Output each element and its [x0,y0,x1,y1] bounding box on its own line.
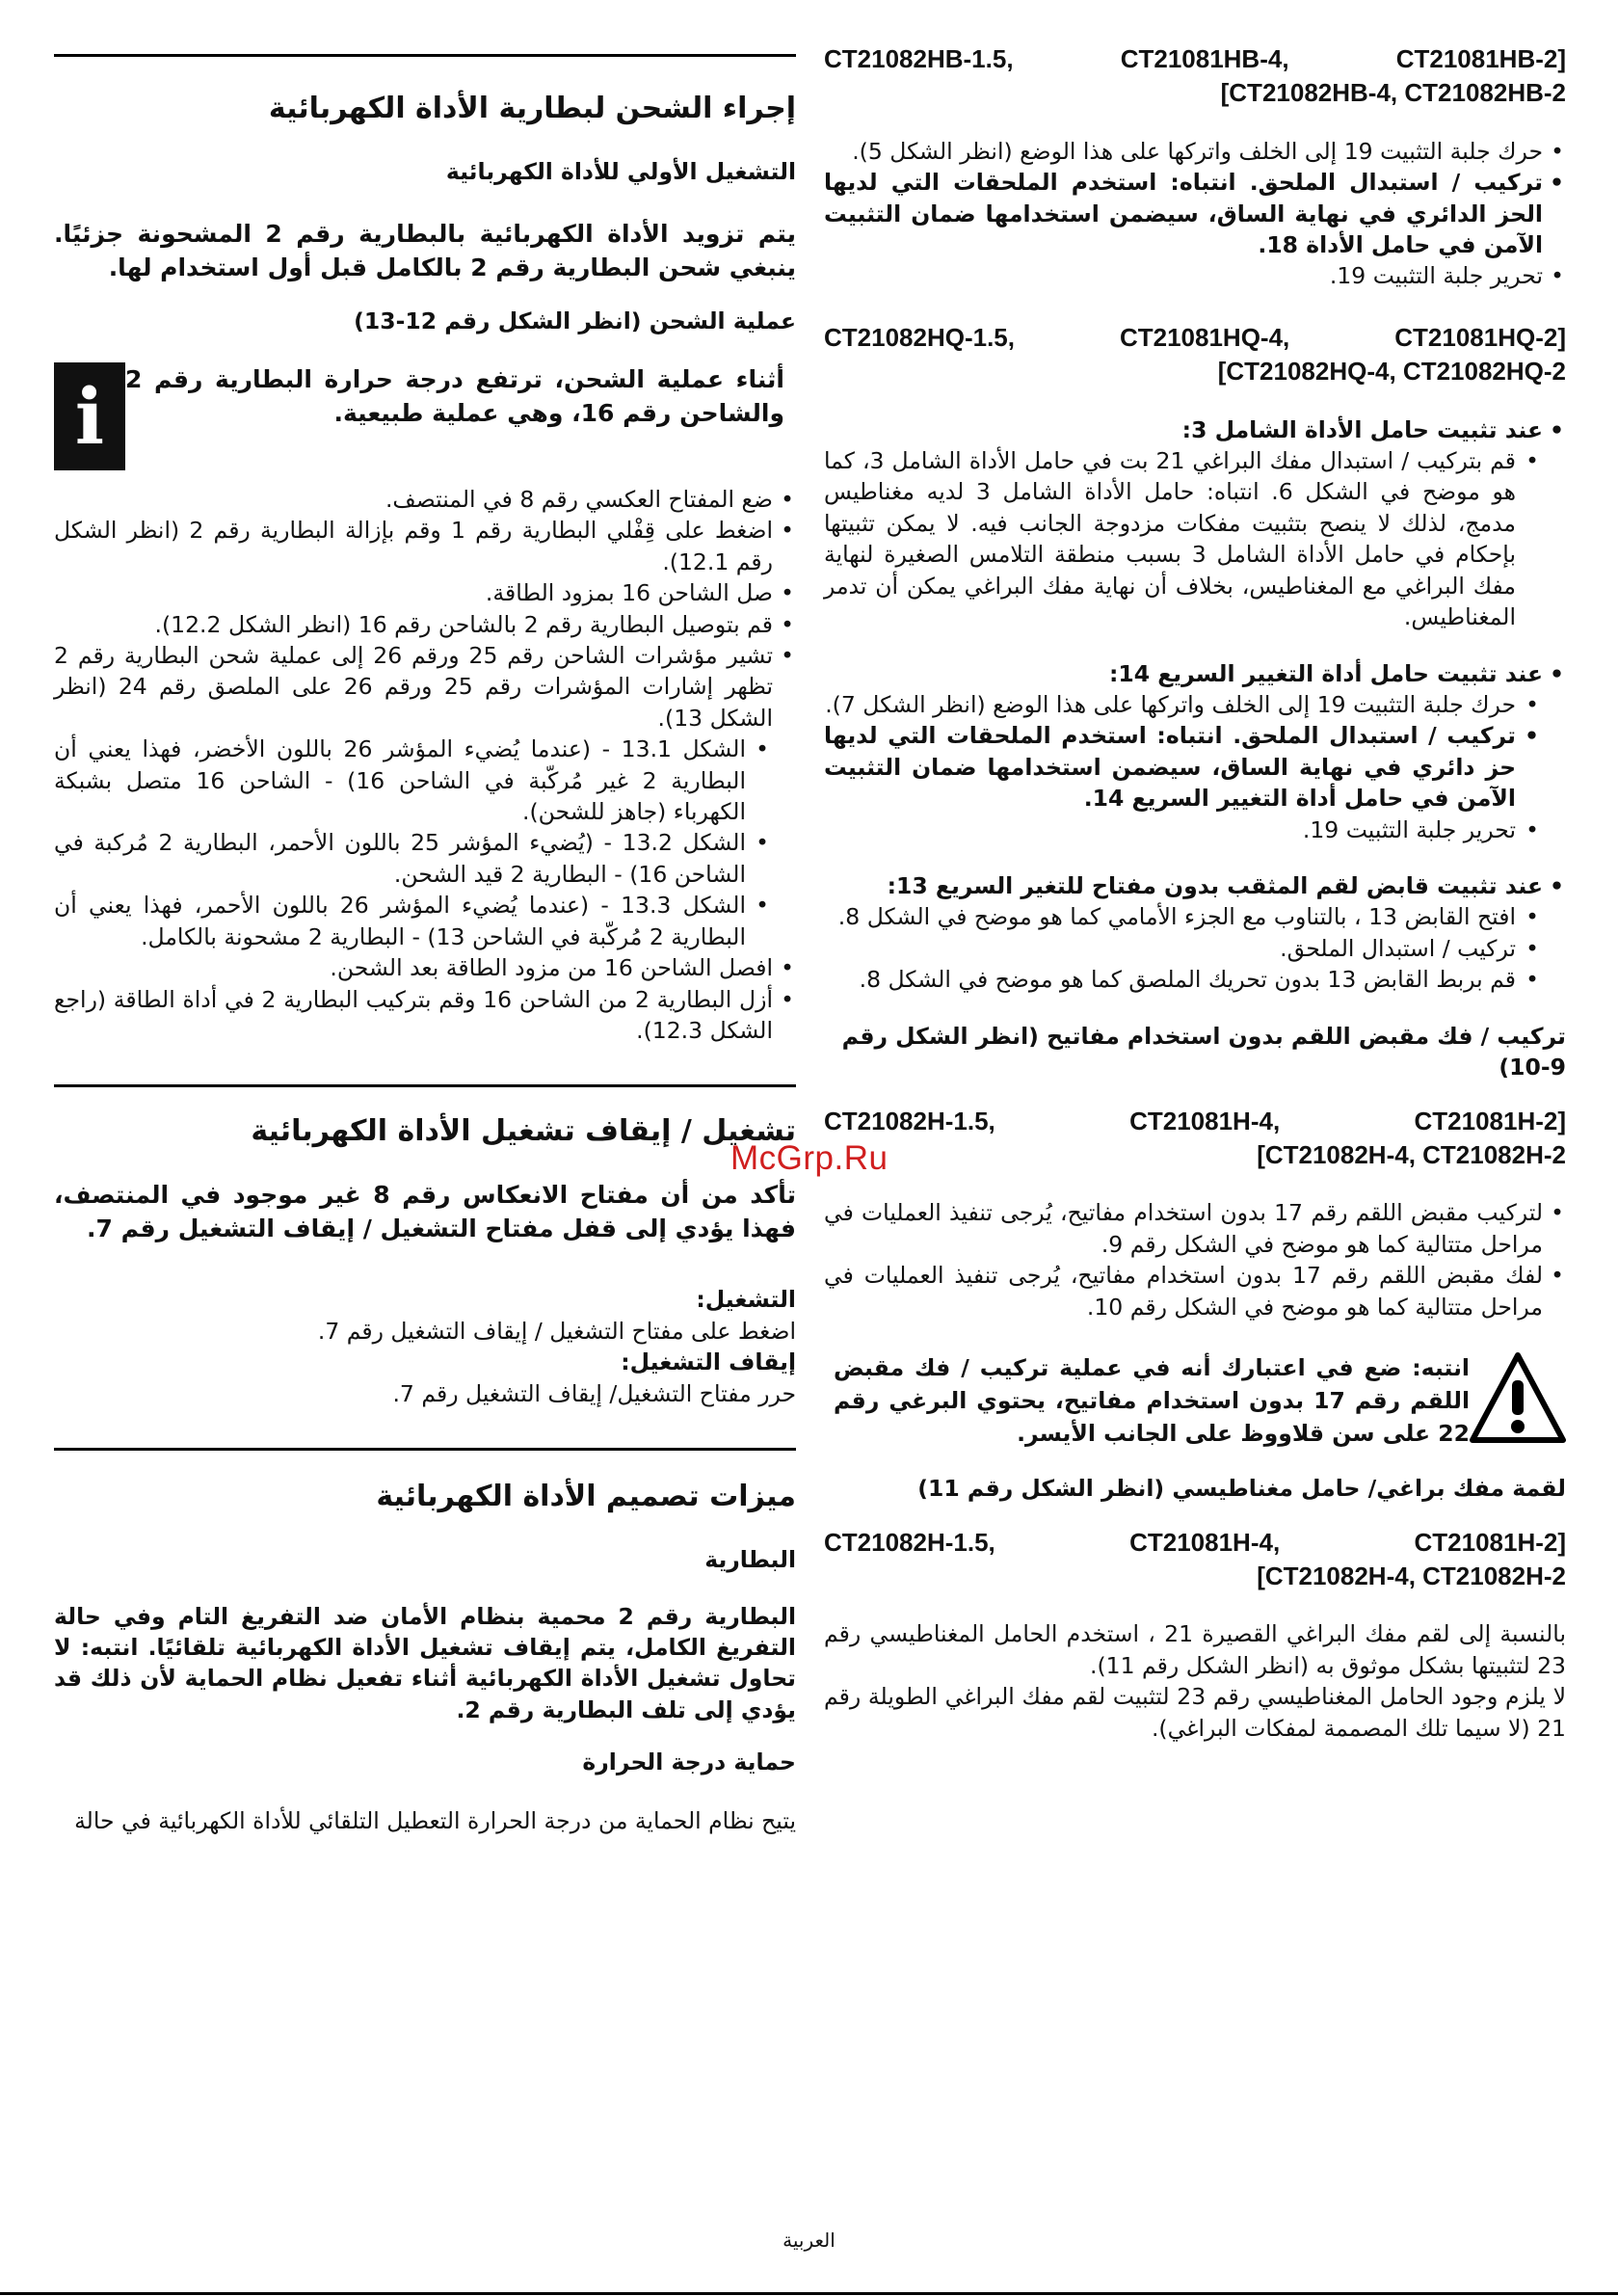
warning-text: انتبه: ضع في اعتبارك أنه في عملية تركيب / فك مقبض اللقم رقم 17 بدون استخدام مفاتيح، يحتوي البرغي رقم 22 على سن قلاووظ على الجانب الأيسر. [834,1353,1471,1448]
s4-model-line1: CT21082H-1.5, CT21081H-4, CT21081H-2] [824,1527,1566,1557]
info-text: أثناء عملية الشحن، ترتفع درجة حرارة البطارية رقم 2 والشاحن رقم 16، وهي عملية طبيعية. [125,364,784,428]
subtitle-initial-operation: التشغيل الأولي للأداة الكهربائية [445,158,796,185]
s3-model-line2: [CT21082H-4, CT21082H-2 [1257,1139,1566,1169]
info-icon: i [54,362,125,470]
footer-divider [0,2292,1618,2295]
para-initial-charge: يتم تزويد الأداة الكهربائية بالبطارية رقم 2 المشحونة جزئيًا. ينبغي شحن البطارية رقم 2 بالكامل قبل أول استخدام لها. [54,220,797,281]
s2-bullet-4: • افتح القابض 13 ، بالتناوب مع الجزء الأمامي كما هو موضح في الشكل 8. [824,901,1566,932]
title-design-features: ميزات تصميم الأداة الكهربائية [376,1480,796,1514]
para-battery-protection: البطارية رقم 2 محمية بنظام الأمان ضد التفريغ التام وفي حالة التفريغ الكامل، يتم إيقاف تشغيل الأداة الكهربائية تلقائيًا. انتبه: لا تحاول تشغيل الأداة الكهربائية أثناء تفعيل نظام الحماية لأن ذلك قد يؤدي إلى تلف البطارية رقم 2. [54,1602,796,1723]
s1-model-line2: [CT21082HB-4, CT21082HB-2 [1220,78,1566,108]
footer-language: العربية [782,2229,836,2252]
charge-bullet-5: • تشير مؤشرات الشاحن رقم 25 ورقم 26 إلى عملية شحن البطارية رقم 2 تظهر إشارات المؤشرات رقم 25 ورقم 26 على الملصق رقم 24 (انظر الشكل 13). [54,640,796,734]
s4-para-1: بالنسبة إلى لقم مفك البراغي القصيرة 21 ، استخدم الحامل المغناطيسي رقم 23 لتثبيتها بشكل موثوق به (انظر الشكل رقم 11). [824,1620,1566,1679]
s3-bullet-2: • لفك مقبض اللقم رقم 17 بدون استخدام مفاتيح، يُرجى تنفيذ العمليات في مراحل متتالية كما هو موضح في الشكل رقم 10. [824,1260,1566,1322]
title-on-off: تشغيل / إيقاف تشغيل الأداة الكهربائية [251,1114,796,1149]
text-switch-on: اضغط على مفتاح التشغيل / إيقاف التشغيل رقم 7. [317,1317,796,1345]
charge-bullet-3: • صل الشاحن 16 بمزود الطاقة. [54,577,796,608]
s2-bullet-2: • تركيب / استبدال الملحق. انتباه: استخدم الملحقات التي لديها حز دائري في نهاية الساق، سيضمن استخدامها ضمان التثبيت الآمن في حامل أداة التغيير السريع 14. [824,720,1566,814]
s1-bullet-1: • حرك جلبة التثبيت 19 إلى الخلف واتركها على هذا الوضع (انظر الشكل 5). [824,136,1566,167]
right-column [824,42,1566,1744]
subtitle-charging-process: عملية الشحن (انظر الشكل رقم 12-13) [354,307,796,335]
charge-bullet-6: • افصل الشاحن 16 من مزود الطاقة بعد الشحن. [54,952,796,983]
s4-model-line2: [CT21082H-4, CT21082H-2 [1257,1561,1566,1590]
left-column [54,54,796,1836]
s2-heading-universal-holder: • عند تثبيت حامل الأداة الشامل 3: [824,414,1566,445]
s4-model-heading [824,1526,1566,1594]
s3-bullet-1: • لتركيب مقبض اللقم رقم 17 بدون استخدام مفاتيح، يُرجى تنفيذ العمليات في مراحل متتالية كما هو موضح في الشكل رقم 9. [824,1197,1566,1260]
s1-bullet-2: • تركيب / استبدال الملحق. انتباه: استخدم الملحقات التي لديها الحز الدائري في نهاية الساق، سيضمن استخدامها ضمان التثبيت الآمن في حامل الأداة 18. [824,167,1566,260]
s2-model-line1: CT21082HQ-1.5, CT21081HQ-4, CT21081HQ-2] [824,322,1566,352]
charge-bullet-4: • قم بتوصيل البطارية رقم 2 بالشاحن رقم 16 (انظر الشكل 12.2). [54,609,796,640]
s2-bullet-1: • حرك جلبة التثبيت 19 إلى الخلف واتركها على هذا الوضع (انظر الشكل 7). [824,689,1566,720]
charge-subbullet-1: • الشكل 13.1 - (عندما يُضيء المؤشر 26 باللون الأخضر، فهذا يعني أن البطارية 2 غير مُركّبة في الشاحن 16) - الشاحن 16 متصل بشبكة الكهرباء (جاهز للشحن). [54,734,796,827]
info-block [54,362,796,470]
s3-model-heading [824,1105,1566,1173]
s4-heading: لقمة مفك براغي/ حامل مغناطيسي (انظر الشكل رقم 11) [917,1475,1566,1503]
s3-heading: تركيب / فك مقبض اللقم بدون استخدام مفاتيح (انظر الشكل رقم 9-10) [841,1022,1566,1081]
s3-model-line1: CT21082H-1.5, CT21081H-4, CT21081H-2] [824,1106,1566,1135]
charge-bullet-7: • أزل البطارية 2 من الشاحن 16 وقم بتركيب البطارية 2 في أداة الطاقة (راجع الشكل 12.3). [54,984,796,1047]
s1-bullet-3: • تحرير جلبة التثبيت 19. [824,260,1566,291]
text-switch-off: حرر مفتاح التشغيل/ إيقاف التشغيل رقم 7. [392,1379,796,1407]
warning-block [824,1351,1566,1450]
s1-model-line1: CT21082HB-1.5, CT21081HB-4, CT21081HB-2] [824,44,1566,73]
label-switch-on: التشغيل: [696,1286,796,1314]
s2-heading-quick-change: • عند تثبيت حامل أداة التغيير السريع 14: [824,658,1566,689]
s2-model-line2: [CT21082HQ-4, CT21082HQ-2 [1217,357,1566,387]
para-temperature: يتيح نظام الحماية من درجة الحرارة التعطيل التلقائي للأداة الكهربائية في حالة [74,1806,796,1834]
title-charging: إجراء الشحن لبطارية الأداة الكهربائية [268,92,796,125]
charge-subbullet-2: • الشكل 13.2 - (يُضيء المؤشر 25 باللون الأحمر، البطارية 2 مُركبة في الشاحن 16) - البطارية 2 قيد الشحن. [54,827,796,890]
s2-heading-keyless-chuck: • عند تثبيت قابض لقم المثقب بدون مفتاح للتغير السريع 13: [824,870,1566,901]
label-switch-off: إيقاف التشغيل: [621,1348,796,1376]
s1-model-heading [824,42,1566,111]
warning-triangle-icon [1470,1351,1566,1448]
charge-bullet-2: • اضغط على قِفْلي البطارية رقم 1 وقم بإزالة البطارية رقم 2 (انظر الشكل رقم 12.1). [54,515,796,577]
s2-model-heading [824,321,1566,389]
s2-bullet-6: • قم بربط القابض 13 بدون تحريك الملصق كما هو موضح في الشكل 8. [824,964,1566,995]
charge-bullet-1: • ضع المفتاح العكسي رقم 8 في المنتصف. [54,484,796,515]
watermark: McGrp.Ru [730,1139,889,1177]
s2-bullet-5: • تركيب / استبدال الملحق. [824,933,1566,964]
s2-bullet-3: • تحرير جلبة التثبيت 19. [824,814,1566,845]
s4-para-2: لا يلزم وجود الحامل المغناطيسي رقم 23 لتثبيت لقم مفك البراغي الطويلة رقم 21 (لا سيما تلك المصممة لمفكات البراغي). [824,1683,1567,1742]
s2-para-universal-holder: • قم بتركيب / استبدال مفك البراغي 21 بت في حامل الأداة الشامل 3، كما هو موضح في الشكل 6. انتباه: حامل الأداة الشامل 3 لديه مغناطيس مدمج، لذلك لا ينصح بتثبيت مفكات مزدوجة الجانب فيه. لا يمكن تثبيتها بإحكام في حامل الأداة الشامل 3 بسبب منطقة التلامس الصغيرة لنهاية مفك البراغي مع المغناطيس، بخلاف أن نهاية مفك البراغي يمكن أن تدمر المغناطيس. [824,445,1566,633]
subtitle-battery: البطارية [704,1546,796,1574]
para-reverse-switch: تأكد من أن مفتاح الانعكاس رقم 8 غير موجود في المنتصف، فهذا يؤدي إلى قفل مفتاح التشغيل / إيقاف التشغيل رقم 7. [54,1181,796,1242]
subtitle-temperature: حماية درجة الحرارة [582,1749,796,1776]
charge-subbullet-3: • الشكل 13.3 - (عندما يُضيء المؤشر 26 باللون الأحمر، فهذا يعني أن البطارية 2 مُركّبة في الشاحن 13) - البطارية 2 مشحونة بالكامل. [54,890,796,952]
